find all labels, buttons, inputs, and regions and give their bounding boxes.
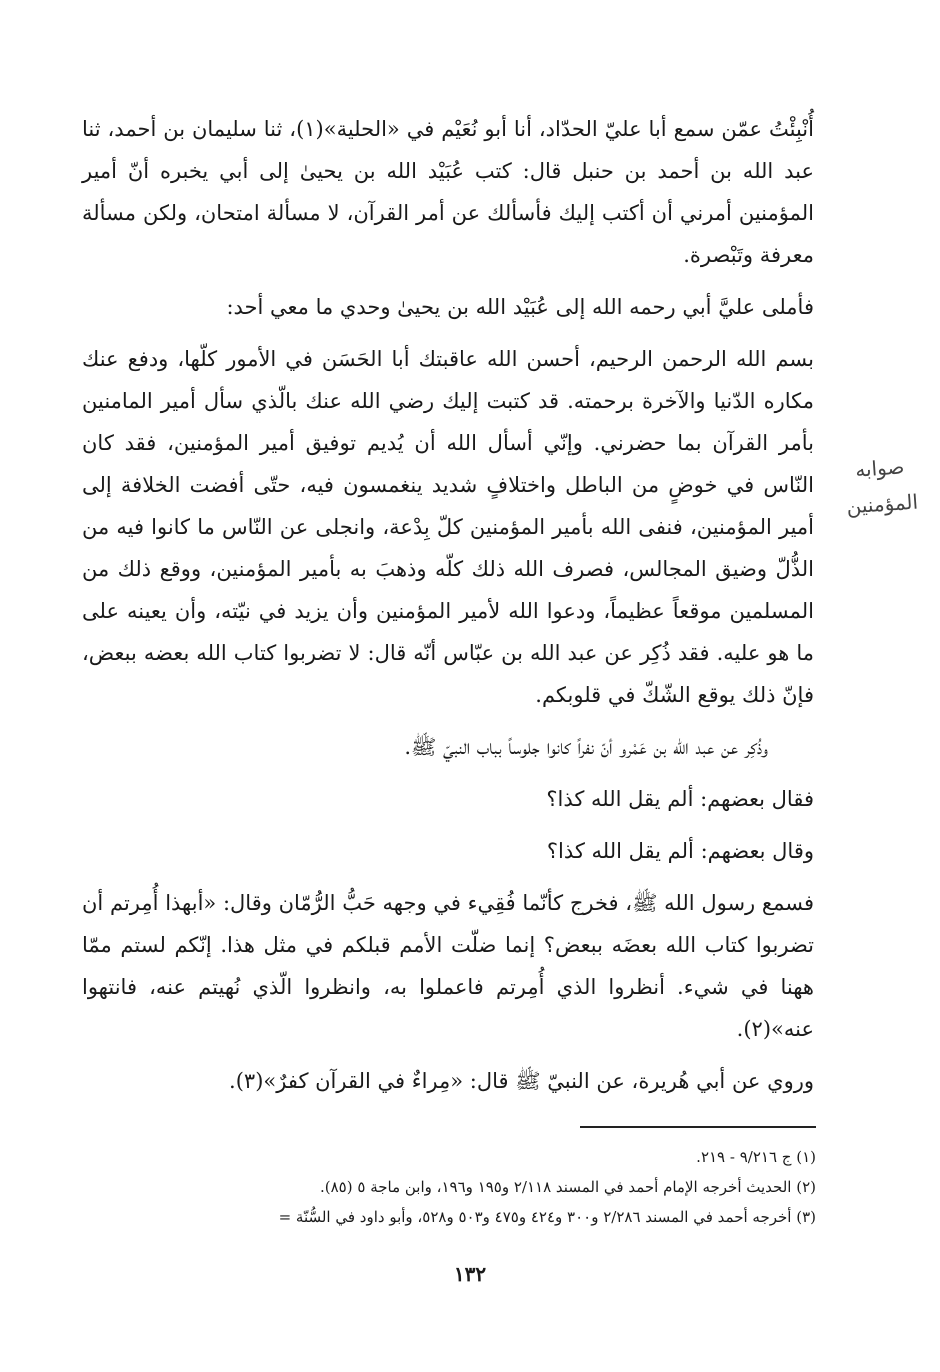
paragraph-2: فأملى عليَّ أبي رحمه الله إلى عُبَيْد الله بن يحيىٰ وحدي ما معي أحد: [226, 295, 814, 319]
page-number: ١٣٢ [453, 1262, 487, 1286]
handwritten-margin-note: صوابه المؤمنين [845, 454, 919, 519]
footnote-1: (١) ج ٩/٢١٦ - ٢١٩. [696, 1148, 816, 1166]
paragraph-6: وقال بعضهم: ألم يقل الله كذا؟ [546, 839, 814, 863]
paragraph-3: بسم الله الرحمن الرحيم، أحسن الله عاقبتك أبا الحَسَن في الأمور كلّها، ودفع عنك مكاره الدّنيا والآخرة برحمته. قد كتبت إليك رضي الله عنك بالّذي سأل أمير المامنين بأمر القرآن بما حضرني. وإنّي أسأل الله أن يُديم توفيق أمير المؤمنين، فقد كان النّاس في خوضٍ من الباطل واختلافٍ شديد ينغمسون فيه، حتّى أفضت الخلافة إلى أمير المؤمنين، فنفى الله بأمير المؤمنين كلّ بِدْعة، وانجلى عن النّاس ما كانوا فيه من الذُّلّ وضيق المجالس، فصرف الله ذلك كلّه وذهبَ به بأمير المؤمنين، ووقع ذلك من المسلمين موقعاً عظيماً، ودعوا الله لأمير المؤمنين وأن يزيد في نيّته، وأن يعينه على ما هو عليه. فقد ذُكِر عن عبد الله بن عبّاس أنّه قال: لا تضربوا كتاب الله بعضه ببعض، فإنّ ذلك يوقع الشّكّ في قلوبكم. [82, 347, 814, 707]
paragraph-5: فقال بعضهم: ألم يقل الله كذا؟ [546, 787, 814, 811]
footnote-2: (٢) الحديث أخرجه الإمام أحمد في المسند ٢/١١٨ و١٩٥ و١٩٦، وابن ماجة ٥ (٨٥). [319, 1178, 816, 1196]
main-text [82, 108, 814, 1112]
footnotes [54, 1142, 816, 1232]
footnote-separator [580, 1126, 816, 1128]
paragraph-1: أُنْبِئْتُ عمّن سمع أبا عليّ الحدّاد، أنا أبو نُعَيْم في «الحلية»(١)، ثنا سليمان بن أحمد، ثنا عبد الله بن أحمد بن حنبل قال: كتب عُبَيْد الله بن يحيىٰ إلى أبي يخبره أنّ أمير المؤمنين أمرني أن أكتب إليك فأسألك عن أمر القرآن، لا مسألة امتحان، ولكن مسألة معرفة وتَبْصرة. [82, 117, 814, 267]
paragraph-8: وروي عن أبي هُريرة، عن النبيّ ﷺ قال: «مِراءٌ في القرآن كفرٌ»(٣). [229, 1069, 814, 1093]
footnote-3: (٣) أخرجه أحمد في المسند ٢/٢٨٦ و٣٠٠ و٤٢٤ و٤٧٥ و٥٠٣ و٥٢٨، وأبو داود في السُّنّة = [278, 1208, 816, 1226]
paragraph-7: فسمع رسول الله ﷺ، فخرج كأنّما فُقِيء في وجهه حَبُّ الرُّمّان وقال: «أبهذا أُمِرتم أن تضربوا كتاب الله بعضَه ببعض؟ إنما ضلّت الأمم قبلكم في مثل هذا. إنّكم لستم ممّا ههنا في شيء. أنظروا الذي أُمِرتم فاعملوا به، وانظروا الّذي نُهيتم عنه، فانتهوا عنه»(٢). [82, 891, 814, 1041]
paragraph-4: وذُكِر عن عبد الله بن عَمْرو أنّ نفراً كانوا جلوساً بباب النبيّ ﷺ. [404, 735, 768, 759]
